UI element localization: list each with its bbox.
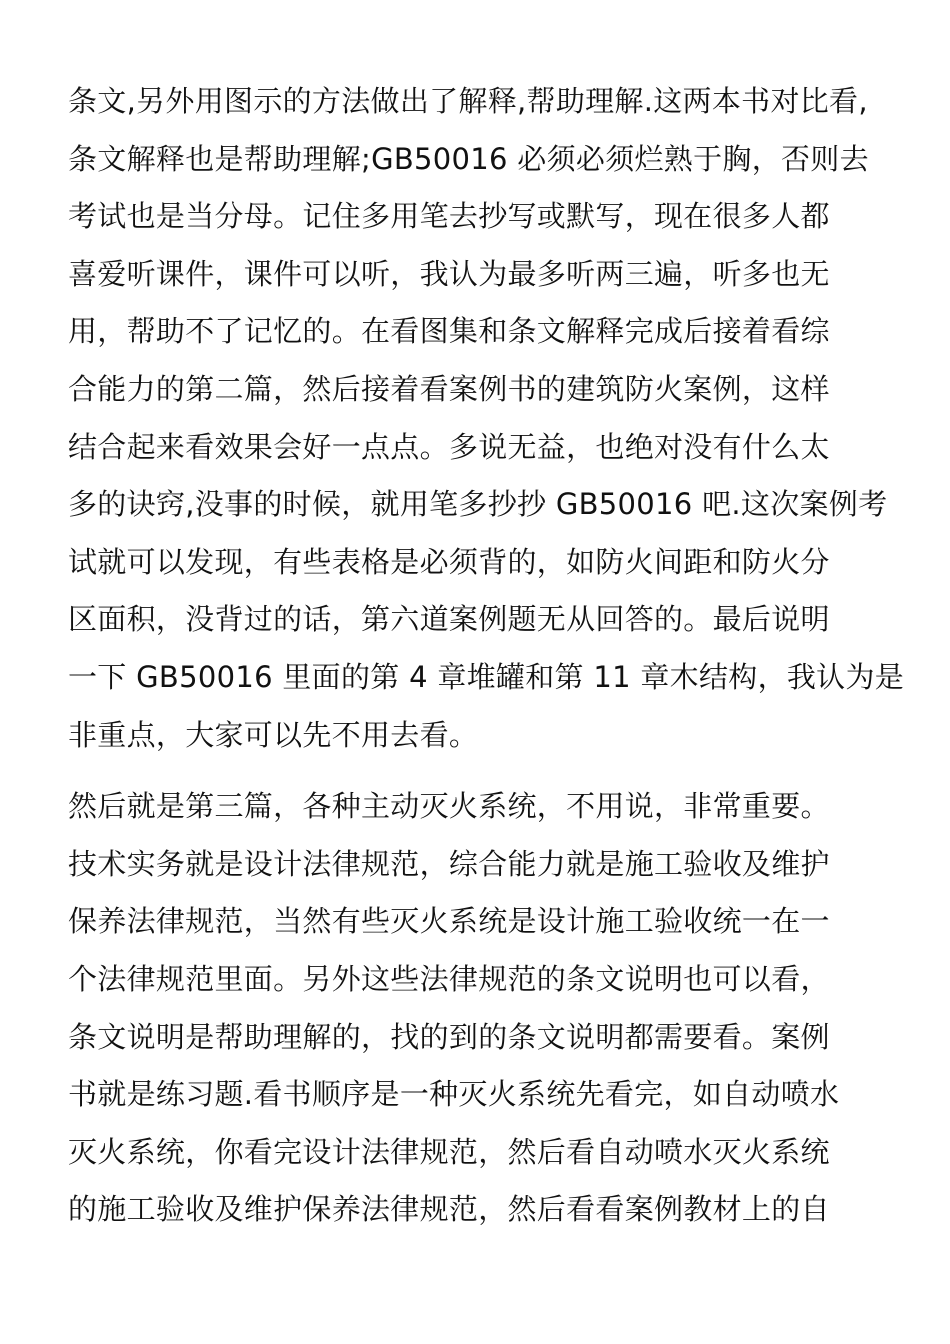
text-line: 条文,另外用图示的方法做出了解释,帮助理解.这两本书对比看, xyxy=(68,84,868,118)
paragraph-spacer xyxy=(68,764,886,778)
text-line: 合能力的第二篇，然后接着看案例书的建筑防火案例，这样 xyxy=(68,371,830,406)
text-line: 多的诀窍,没事的时候，就用笔多抄抄 GB50016 吧.这次案例考 xyxy=(68,487,888,522)
text-line: 用，帮助不了记忆的。在看图集和条文解释完成后接着看综 xyxy=(68,314,830,349)
text-line: 试就可以发现，有些表格是必须背的，如防火间距和防火分 xyxy=(68,544,830,579)
text-line: 区面积，没背过的话，第六道案例题无从回答的。最后说明 xyxy=(68,602,830,637)
text-line: 一下 GB50016 里面的第 4 章堆罐和第 11 章木结构，我认为是 xyxy=(68,659,905,694)
text-line: 然后就是第三篇，各种主动灭火系统，不用说，非常重要。 xyxy=(68,789,830,824)
text-line: 个法律规范里面。另外这些法律规范的条文说明也可以看， xyxy=(68,961,830,996)
text-line: 技术实务就是设计法律规范，综合能力就是施工验收及维护 xyxy=(68,846,830,881)
text-line: 灭火系统，你看完设计法律规范，然后看自动喷水灭火系统 xyxy=(68,1134,830,1169)
text-line: 的施工验收及维护保养法律规范，然后看看案例教材上的自 xyxy=(68,1192,830,1227)
paragraph-2 xyxy=(68,778,886,1239)
paragraph-1 xyxy=(68,73,905,764)
document-page xyxy=(68,73,905,1239)
text-line: 保养法律规范，当然有些灭火系统是设计施工验收统一在一 xyxy=(68,904,830,939)
text-line: 非重点，大家可以先不用去看。 xyxy=(68,717,479,752)
text-line: 条文解释也是帮助理解;GB50016 必须必须烂熟于胸，否则去 xyxy=(68,141,869,176)
text-line: 喜爱听课件，课件可以听，我认为最多听两三遍，听多也无 xyxy=(68,256,830,291)
text-line: 书就是练习题.看书顺序是一种灭火系统先看完，如自动喷水 xyxy=(68,1077,840,1112)
text-line: 考试也是当分母。记住多用笔去抄写或默写，现在很多人都 xyxy=(68,199,830,234)
text-line: 结合起来看效果会好一点点。多说无益，也绝对没有什么太 xyxy=(68,429,830,464)
text-line: 条文说明是帮助理解的，找的到的条文说明都需要看。案例 xyxy=(68,1019,830,1054)
